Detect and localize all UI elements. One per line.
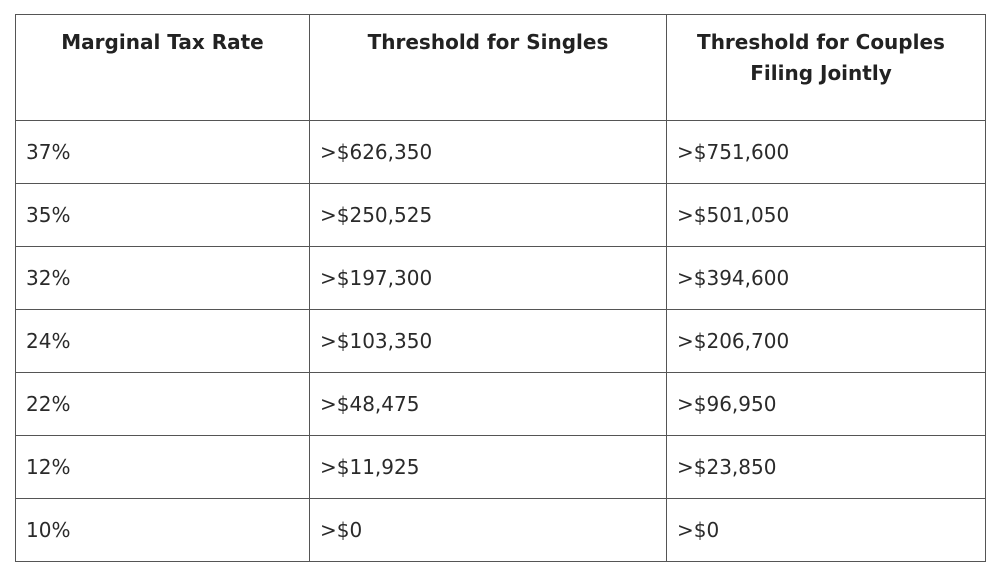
couples-threshold-cell: >$23,850	[667, 436, 986, 499]
header-threshold-couples-label: Threshold for Couples Filing Jointly	[697, 30, 945, 85]
rate-cell: 22%	[16, 373, 310, 436]
couples-threshold-cell: >$394,600	[667, 247, 986, 310]
header-marginal-tax-rate: Marginal Tax Rate	[16, 15, 310, 121]
table-row	[16, 373, 986, 436]
table-row	[16, 184, 986, 247]
rate-cell: 37%	[16, 121, 310, 184]
rate-cell: 35%	[16, 184, 310, 247]
couples-threshold-cell: >$501,050	[667, 184, 986, 247]
couples-threshold-cell: >$751,600	[667, 121, 986, 184]
table-row	[16, 436, 986, 499]
singles-threshold-cell: >$626,350	[310, 121, 667, 184]
singles-threshold-cell: >$0	[310, 499, 667, 562]
header-threshold-singles: Threshold for Singles	[310, 15, 667, 121]
header-threshold-couples	[667, 15, 986, 121]
couples-threshold-cell: >$0	[667, 499, 986, 562]
table-row	[16, 247, 986, 310]
singles-threshold-cell: >$197,300	[310, 247, 667, 310]
rate-cell: 12%	[16, 436, 310, 499]
table-row	[16, 121, 986, 184]
rate-cell: 10%	[16, 499, 310, 562]
table-row	[16, 499, 986, 562]
singles-threshold-cell: >$103,350	[310, 310, 667, 373]
singles-threshold-cell: >$11,925	[310, 436, 667, 499]
singles-threshold-cell: >$250,525	[310, 184, 667, 247]
couples-threshold-cell: >$96,950	[667, 373, 986, 436]
tax-bracket-table	[15, 14, 986, 562]
couples-threshold-cell: >$206,700	[667, 310, 986, 373]
table-row	[16, 310, 986, 373]
table-header-row	[16, 15, 986, 121]
singles-threshold-cell: >$48,475	[310, 373, 667, 436]
rate-cell: 24%	[16, 310, 310, 373]
rate-cell: 32%	[16, 247, 310, 310]
